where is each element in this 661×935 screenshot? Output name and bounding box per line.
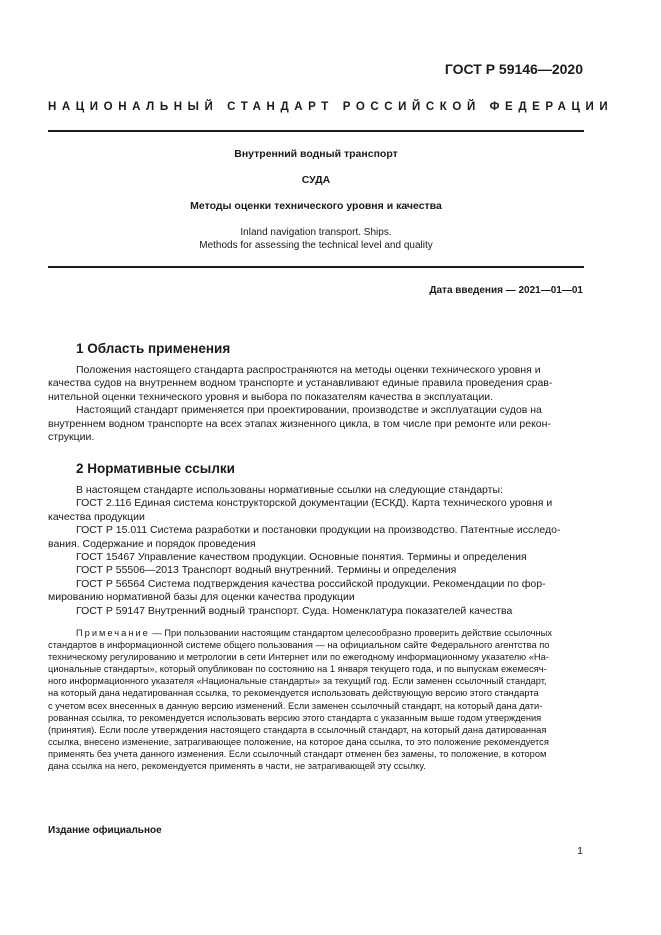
title-line-1: Внутренний водный транспорт: [234, 148, 398, 160]
reference-line: ГОСТ Р 59147 Внутренний водный транспорт. Суда. Номенклатура показателей качества: [76, 604, 513, 617]
text-line: Настоящий стандарт применяется при проектировании, производстве и эксплуатации судов на: [76, 404, 542, 417]
note-line: (принятия). Если после утверждения настоящего стандарта в ссылочный стандарт, на который дана датированная: [48, 724, 547, 735]
reference-line: ГОСТ Р 56564 Система подтверждения качества российской продукции. Рекомендации по фор-: [76, 577, 546, 590]
reference-line: ГОСТ Р 15.011 Система разработки и постановки продукции на производство. Патентные исследо-: [76, 524, 561, 537]
official-edition-label: Издание официальное: [48, 825, 162, 836]
reference-line: качества продукции: [48, 510, 145, 523]
section-2-heading: 2 Нормативные ссылки: [76, 461, 235, 476]
reference-line: ГОСТ 2.116 Единая система конструкторской документации (ЕСКД). Карта технического уровня и: [76, 497, 553, 510]
note-line: ссылка, внесено изменение, затрагивающее положение, на которое дана ссылка, то это положение рекомендуется: [48, 736, 549, 747]
note-line: дана ссылка на него, рекомендуется применять в части, не затрагивающей эту ссылку.: [48, 761, 426, 772]
document-code: ГОСТ Р 59146—2020: [444, 61, 583, 77]
title-en-line-1: Inland navigation transport. Ships.: [240, 227, 392, 238]
note-line: техническому регулированию и метрологии в сети Интернет или по ежегодному информационному указателю «На-: [48, 652, 549, 663]
title-en-line-2: Methods for assessing the technical level and quality: [199, 240, 433, 251]
section-2-references: [48, 484, 584, 618]
note-line: рованная ссылка, то рекомендуется использовать версию этого стандарта с указанным выше годом утверждения: [48, 712, 542, 723]
note-first-line: [76, 627, 584, 639]
note-line: применять без учета данного изменения. Если ссылочный стандарт отменен без замены, то положение, в котором: [48, 748, 547, 759]
section-1-heading: 1 Область применения: [76, 341, 231, 356]
title-divider: [48, 266, 584, 268]
title-line-2: СУДА: [301, 174, 331, 186]
text-line: качества судов на внутреннем водном транспорте и устанавливают единые правила проведения срав-: [48, 377, 553, 390]
note-label: Примечание: [76, 628, 150, 638]
title-line-3: Методы оценки технического уровня и качества: [190, 200, 442, 212]
page-number: 1: [577, 845, 583, 857]
note-line: с учетом всех внесенных в данную версию изменений. Если заменен ссылочный стандарт, на который дана дати-: [48, 700, 543, 711]
note-line: циональные стандарты», который опубликован по состоянию на 1 января текущего года, и по выпускам ежемесяч-: [48, 664, 547, 675]
reference-line: ГОСТ Р 55506—2013 Транспорт водный внутренний. Термины и определения: [76, 564, 457, 577]
introduction-date: Дата введения — 2021—01—01: [429, 285, 583, 296]
reference-line: вания. Содержание и порядок проведения: [48, 537, 256, 550]
note-line: ного информационного указателя «Национальные стандарты» за текущий год. Если заменен ссылочный стандарт,: [48, 676, 547, 687]
note-block: [48, 627, 584, 772]
text-line: струкции.: [48, 431, 95, 444]
reference-line: В настоящем стандарте использованы нормативные ссылки на следующие стандарты:: [76, 484, 503, 496]
text-line: Положения настоящего стандарта распространяются на методы оценки технического уровня и: [76, 364, 541, 376]
top-divider: [48, 130, 584, 132]
national-standard-banner: НАЦИОНАЛЬНЫЙ СТАНДАРТ РОССИЙСКОЙ ФЕДЕРАЦИИ: [48, 101, 614, 113]
reference-line: мированию нормативной базы для оценки качества продукции: [48, 591, 355, 604]
note-line: на который дана недатированная ссылка, то рекомендуется использовать действующую версию этого стандарта: [48, 688, 539, 699]
text-line: нительной оценки технического уровня и выбора по показателям качества в эксплуатации.: [48, 390, 494, 403]
reference-line: ГОСТ 15467 Управление качеством продукции. Основные понятия. Термины и определения: [76, 551, 527, 564]
note-line: стандартов в информационной системе общего пользования — на официальном сайте Федерального агентства по: [48, 640, 550, 651]
text-line: внутреннем водном транспорте на всех этапах жизненного цикла, в том числе при ремонте или рекон-: [48, 417, 551, 430]
section-1-text: [48, 364, 584, 444]
note-first-line-text: — При пользовании настоящим стандартом целесообразно проверить действие ссылочных: [149, 628, 552, 638]
